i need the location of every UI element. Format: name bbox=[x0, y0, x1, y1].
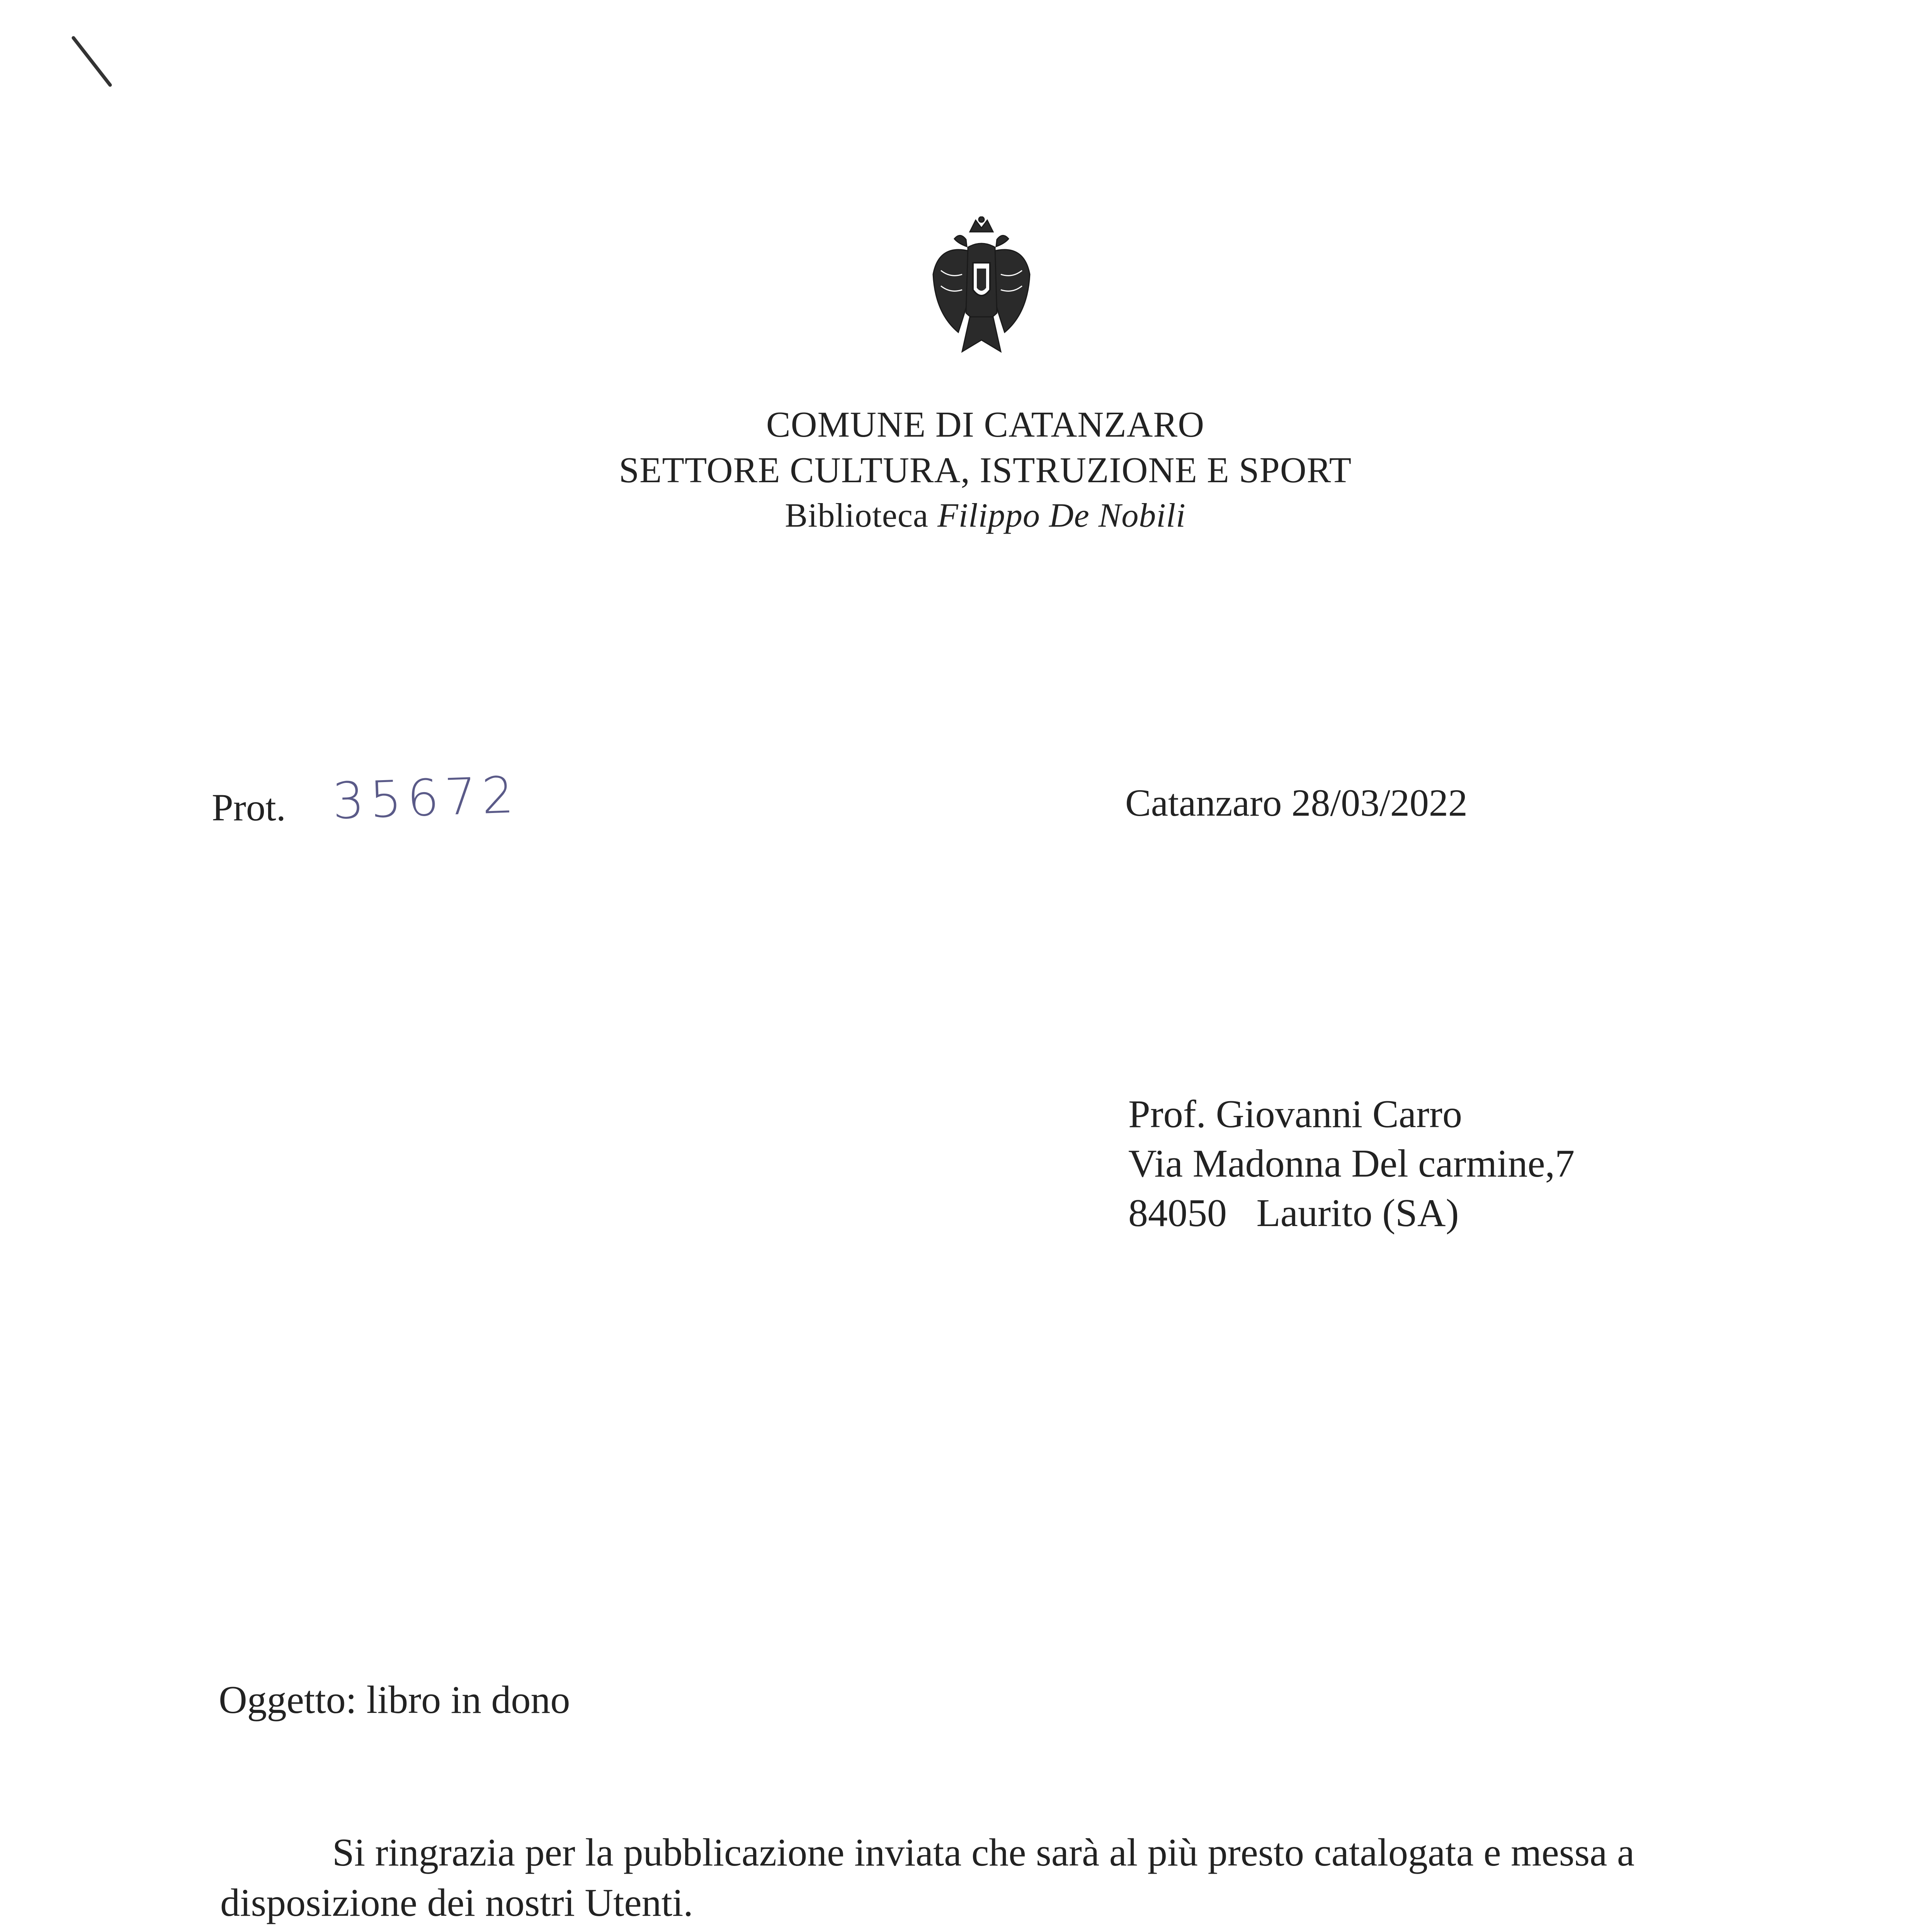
recipient-city: 84050 Laurito (SA) bbox=[1128, 1191, 1459, 1235]
pen-mark bbox=[70, 35, 116, 89]
letterhead-department: SETTORE CULTURA, ISTRUZIONE E SPORT bbox=[619, 450, 1352, 490]
recipient-street: Via Madonna Del carmine,7 bbox=[1128, 1142, 1575, 1185]
recipient-name: Prof. Giovanni Carro bbox=[1128, 1092, 1463, 1136]
letter-subject: Oggetto: libro in dono bbox=[219, 1678, 570, 1722]
recipient-address bbox=[1128, 1090, 1575, 1238]
letterhead bbox=[0, 402, 1932, 539]
coat-of-arms-icon bbox=[923, 216, 1039, 359]
letterhead-library: Biblioteca Filippo De Nobili bbox=[785, 497, 1186, 534]
protocol-number-handwritten: 35672 bbox=[331, 765, 520, 831]
letterhead-municipality: COMUNE DI CATANZARO bbox=[766, 405, 1205, 445]
letter-date: Catanzaro 28/03/2022 bbox=[1125, 781, 1468, 824]
protocol-label: Prot. bbox=[212, 786, 286, 829]
body-paragraph-1: Si ringrazia per la pubblicazione inviata che sarà al più presto catalogata e messa a disposizione dei nostri Utenti. bbox=[220, 1831, 1635, 1925]
